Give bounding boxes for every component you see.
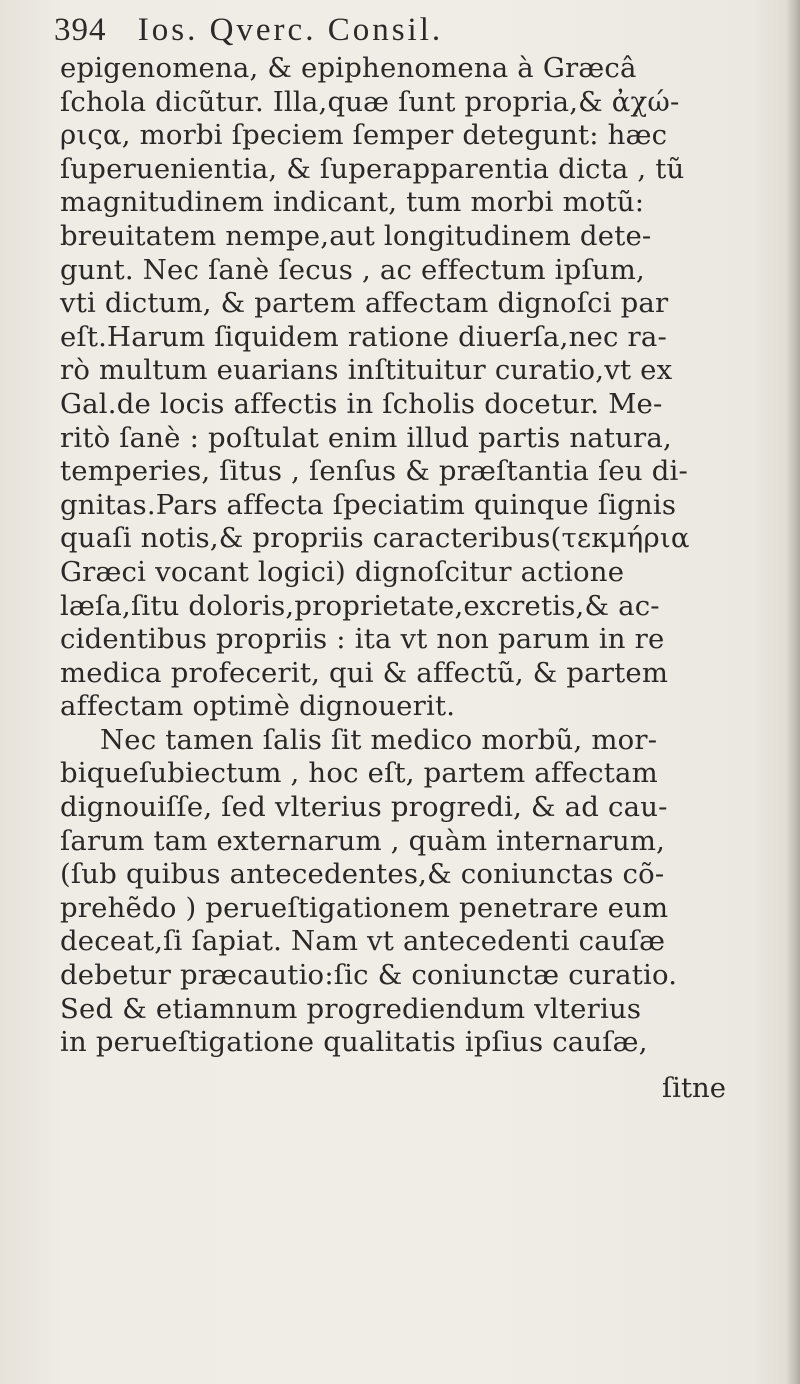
text-line: breuitatem nempe,aut longitudinem dete- <box>60 219 652 252</box>
text-line: ſarum tam externarum , quàm internarum, <box>60 824 666 857</box>
text-line: temperies, ſitus , ſenſus & præſtantia ſeu di- <box>60 455 689 488</box>
text-line: rò multum euarians inſtituitur curatio,vt ex <box>60 354 673 387</box>
page-edge-shadow <box>786 0 800 1384</box>
text-line: in perueſtigatione qualitatis ipſius cauſæ, <box>60 1026 648 1059</box>
text-line: (ſub quibus antecedentes,& coniunctas cõ- <box>60 858 665 891</box>
text-line: gnitas.Pars affecta ſpeciatim quinque ſignis <box>60 488 677 521</box>
body-text <box>60 52 780 1060</box>
page-number: 394 <box>54 12 107 48</box>
text-line: medica profecerit, qui & affectũ, & partem <box>60 656 669 689</box>
text-line: ριςα, morbi ſpeciem ſemper detegunt: hæc <box>60 119 668 152</box>
text-line: ſuperuenientia, & ſuperapparentia dicta , tũ <box>60 152 685 185</box>
text-line: cidentibus propriis : ita vt non parum in re <box>60 623 665 656</box>
text-line: dignouiſſe, ſed vlterius progredi, & ad cau- <box>60 791 668 824</box>
paragraph-start-line: Nec tamen ſalis ſit medico morbũ, mor- <box>100 723 658 756</box>
catchword: ſitne <box>662 1072 727 1104</box>
text-line: læſa,ſitu doloris,proprietate,excretis,& ac- <box>60 589 660 622</box>
text-line: magnitudinem indicant, tum morbi motũ: <box>60 186 645 219</box>
text-line: eſt.Harum ſiquidem ratione diuerſa,nec ra- <box>60 320 667 353</box>
text-line: prehẽdo ) perueſtigationem penetrare eum <box>60 891 669 924</box>
text-line: gunt. Nec ſanè ſecus , ac effectum ipſum, <box>60 253 645 286</box>
text-line: deceat,ſi ſapiat. Nam vt antecedenti cauſæ <box>60 925 666 958</box>
running-head: Ios. Qverc. Consil. <box>137 12 444 48</box>
text-line: quaſi notis,& propriis caracteribus(τεκμήρια <box>60 522 690 555</box>
text-line: ritò ſanè : poſtulat enim illud partis natura, <box>60 421 672 454</box>
text-line: affectam optimè dignouerit. <box>60 690 456 723</box>
text-line: vti dictum, & partem affectam dignoſci par <box>60 287 669 320</box>
text-line: Græci vocant logici) dignoſcitur actione <box>60 555 625 588</box>
text-line: Sed & etiamnum progrediendum vlterius <box>60 992 642 1025</box>
text-line: debetur præcautio:ſic & coniunctæ curatio. <box>60 959 678 992</box>
text-line: biqueſubiectum , hoc eſt, partem affectam <box>60 757 658 790</box>
text-line: ſchola dicũtur. Illa,quæ ſunt propria,& ἀχώ- <box>60 85 680 118</box>
text-line: epigenomena, & epiphenomena à Græcâ <box>60 52 637 84</box>
text-line: Gal.de locis affectis in ſcholis docetur. Me- <box>60 387 663 420</box>
